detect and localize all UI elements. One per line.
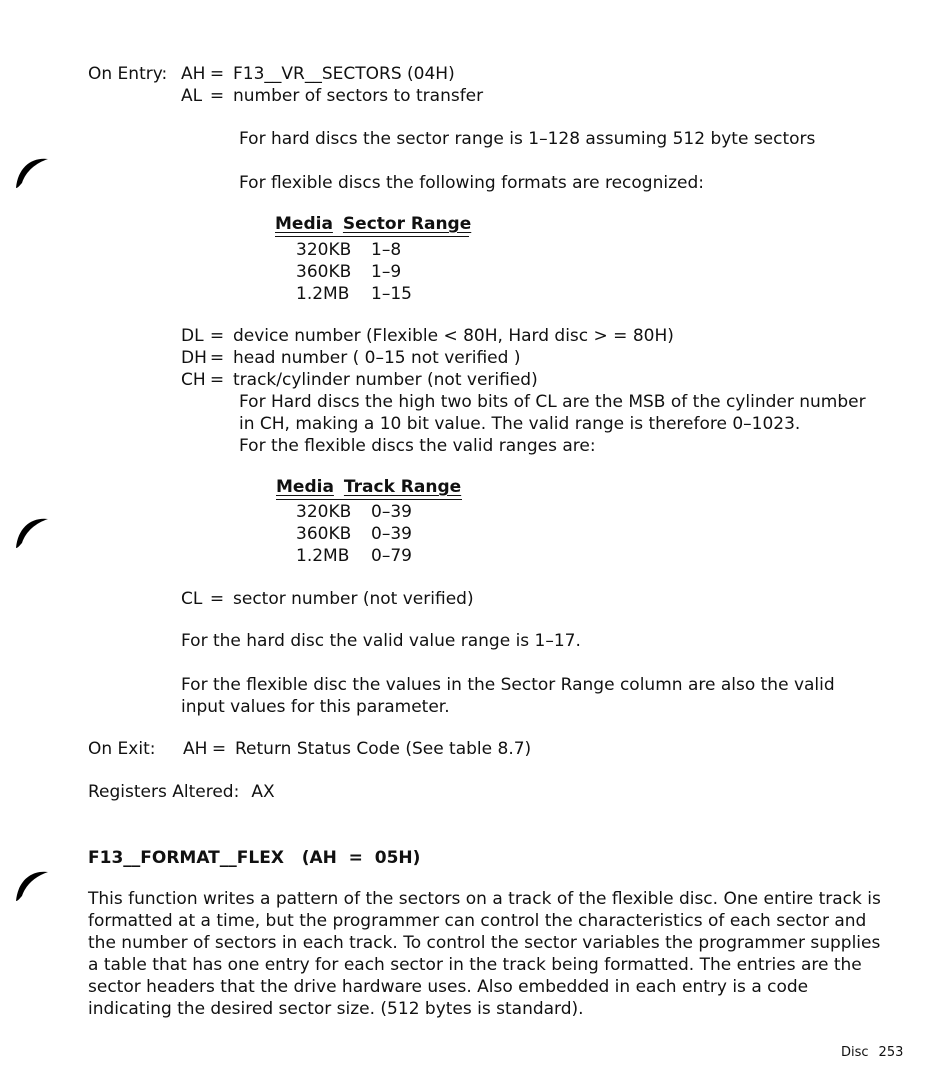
hard-disc-sector-note: For hard discs the sector range is 1–128 assuming 512 byte sectors — [239, 129, 816, 149]
track-table-row: 1.2MB 0–79 — [296, 546, 412, 566]
register-name: AH — [181, 64, 206, 84]
cylinder-msb-note: For Hard discs the high two bits of CL are the MSB of the cylinder number in CH, making a 10 bit value. The valid range is therefore 0–1023. — [239, 392, 866, 434]
footer-section-name: Disc — [841, 1045, 869, 1060]
equals-sign: = — [209, 589, 225, 609]
binder-hole-mark-1 — [14, 155, 50, 191]
sector-table-row: 1.2MB 1–15 — [296, 284, 412, 304]
entry-dl-line — [181, 325, 674, 347]
equals-sign: = — [209, 64, 225, 84]
exit-ah-line — [183, 738, 531, 760]
section-heading: F13__FORMAT__FLEX (AH = 05H) — [88, 848, 421, 868]
equals-sign: = — [209, 370, 225, 390]
on-exit-label: On Exit: — [88, 739, 156, 759]
register-description: number of sectors to transfer — [233, 86, 484, 106]
sector-table-header — [275, 213, 472, 237]
register-name: CL — [181, 589, 203, 609]
sector-table-col-media: Media — [275, 214, 333, 234]
equals-sign: = — [209, 326, 225, 346]
register-description: device number (Flexible < 80H, Hard disc > = 80H) — [233, 326, 674, 346]
flexible-track-range-note: For the flexible discs the valid ranges are: — [239, 436, 596, 456]
registers-altered-value: AX — [251, 782, 275, 802]
track-table-col-range: Track Range — [343, 477, 462, 497]
page-footer — [841, 1042, 903, 1064]
on-entry-label: On Entry: — [88, 64, 168, 84]
entry-ch-line — [181, 369, 538, 391]
entry-dh-line — [181, 347, 520, 369]
hard-disc-value-range-note: For the hard disc the valid value range is 1–17. — [181, 631, 581, 651]
register-name: AH — [183, 739, 208, 759]
register-name: AL — [181, 86, 203, 106]
register-name: DL — [181, 326, 204, 346]
register-description: F13__VR__SECTORS (04H) — [233, 64, 455, 84]
binder-hole-mark-3 — [14, 868, 50, 904]
entry-cl-line — [181, 588, 474, 610]
track-table-header — [276, 476, 462, 500]
binder-hole-mark-2 — [14, 515, 50, 551]
flexible-disc-format-note: For flexible discs the following formats are recognized: — [239, 173, 704, 193]
sector-table-row: 320KB 1–8 — [296, 240, 402, 260]
sector-table-col-range: Sector Range — [342, 214, 472, 234]
register-description: track/cylinder number (not verified) — [233, 370, 538, 390]
register-name: DH — [181, 348, 207, 368]
track-table-row: 320KB 0–39 — [296, 502, 412, 522]
equals-sign: = — [209, 86, 225, 106]
register-description: Return Status Code (See table 8.7) — [235, 739, 532, 759]
section-body: This function writes a pattern of the sectors on a track of the flexible disc. One entire track is formatted at a time, but the programmer can control the characteristics of each sector and the number of sectors in each track. To control the sector variables the programmer supplies a table that has one entry for each sector in the track being formatted. The entries are the sector headers that the drive hardware uses. Also embedded in each entry is a code indicating the desired sector size. (512 bytes is standard). — [88, 889, 881, 1019]
registers-altered-line — [88, 781, 275, 803]
entry-al-line — [181, 85, 483, 107]
sector-table-row: 360KB 1–9 — [296, 262, 402, 282]
track-table-col-media: Media — [276, 477, 334, 497]
register-description: sector number (not verified) — [233, 589, 474, 609]
registers-altered-label: Registers Altered: — [88, 782, 240, 802]
equals-sign: = — [209, 348, 225, 368]
entry-ah-line — [181, 63, 455, 85]
track-table-row: 360KB 0–39 — [296, 524, 412, 544]
equals-sign: = — [211, 739, 227, 759]
page-number: 253 — [878, 1045, 904, 1060]
register-description: head number ( 0–15 not verified ) — [233, 348, 521, 368]
register-name: CH — [181, 370, 206, 390]
flexible-disc-value-note: For the flexible disc the values in the Sector Range column are also the valid input values for this parameter. — [181, 675, 835, 717]
